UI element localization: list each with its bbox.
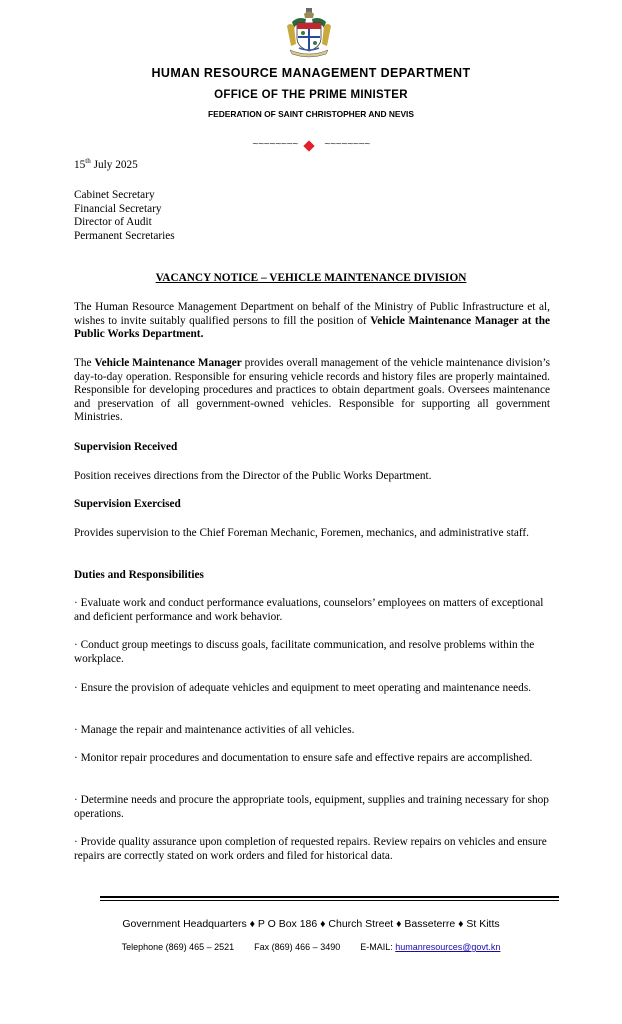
recipient-list bbox=[74, 189, 550, 243]
duty-item: · Manage the repair and maintenance activities of all vehicles. bbox=[74, 724, 355, 736]
recipient: Cabinet Secretary bbox=[74, 189, 155, 201]
intro-paragraph: The Human Resource Management Department on behalf of the Ministry of Public Infrastructure et al, wishes to invite suitably qualified persons to fill the position of Vehicle Maintenance Manager at the Public Works Department. bbox=[74, 301, 550, 340]
footer-fax: Fax (869) 466 – 3490 bbox=[254, 942, 341, 952]
office-heading: OFFICE OF THE PRIME MINISTER bbox=[214, 89, 408, 101]
recipient: Permanent Secretaries bbox=[74, 229, 175, 242]
diamond-icon bbox=[303, 140, 314, 151]
coat-of-arms-icon bbox=[284, 6, 334, 58]
footer-email-label: E-MAIL: bbox=[360, 942, 396, 952]
supervision-exercised-text: Provides supervision to the Chief Foreman Mechanic, Foremen, mechanics, and administrative staff. bbox=[74, 527, 530, 539]
footer-rule bbox=[100, 896, 559, 898]
duty-item: · Provide quality assurance upon completion of requested repairs. Review repairs on vehicles and ensure repairs are correctly stated on work orders and filed for historical data. bbox=[74, 836, 547, 862]
footer-address: Government Headquarters ♦ P O Box 186 ♦ Church Street ♦ Basseterre ♦ St Kitts bbox=[122, 918, 500, 930]
divider-tilde-right: ~~~~~~~~ bbox=[324, 139, 370, 148]
overview-paragraph: The Vehicle Maintenance Manager provides overall management of the vehicle maintenance division’s day-to-day operation. Responsible for ensuring vehicle records and history files are properly maintained. Responsible for developing procedures and practices to obtain department goals. Oversees maintenance and preservation of all government-owned vehicles. Responsible for supporting all government Ministries. bbox=[74, 357, 550, 423]
footer-rule-thin bbox=[100, 900, 559, 901]
recipient: Director of Audit bbox=[74, 216, 152, 228]
footer-telephone: Telephone (869) 465 – 2521 bbox=[121, 942, 235, 952]
letter-date: 15th July 2025 bbox=[74, 157, 138, 171]
duty-item: · Determine needs and procure the appropriate tools, equipment, supplies and training necessary for shop operations. bbox=[74, 794, 549, 820]
duty-item: · Monitor repair procedures and documentation to ensure safe and effective repairs are accomplished. bbox=[74, 752, 533, 764]
ornamental-divider bbox=[252, 139, 370, 153]
duties-heading: Duties and Responsibilities bbox=[74, 569, 204, 581]
duty-item: · Ensure the provision of adequate vehicles and equipment to meet operating and maintenance needs. bbox=[74, 682, 532, 694]
footer-contact bbox=[0, 942, 622, 952]
notice-title: VACANCY NOTICE – VEHICLE MAINTENANCE DIVISION bbox=[155, 272, 467, 284]
duty-item: · Conduct group meetings to discuss goals, facilitate communication, and resolve problems within the workplace. bbox=[74, 639, 535, 665]
federation-heading: FEDERATION OF SAINT CHRISTOPHER AND NEVIS bbox=[208, 109, 414, 119]
supervision-received-text: Position receives directions from the Director of the Public Works Department. bbox=[74, 470, 432, 482]
supervision-exercised-heading: Supervision Exercised bbox=[74, 498, 181, 510]
recipient: Financial Secretary bbox=[74, 202, 162, 215]
divider-tilde-left: ~~~~~~~~ bbox=[252, 139, 298, 148]
supervision-received-heading: Supervision Received bbox=[74, 441, 178, 453]
department-heading: HUMAN RESOURCE MANAGEMENT DEPARTMENT bbox=[151, 66, 471, 80]
duty-item: · Evaluate work and conduct performance evaluations, counselors’ employees on matters of exceptional and deficient performance and work behavior. bbox=[74, 597, 544, 623]
footer-email-link[interactable]: humanresources@govt.kn bbox=[395, 942, 501, 952]
